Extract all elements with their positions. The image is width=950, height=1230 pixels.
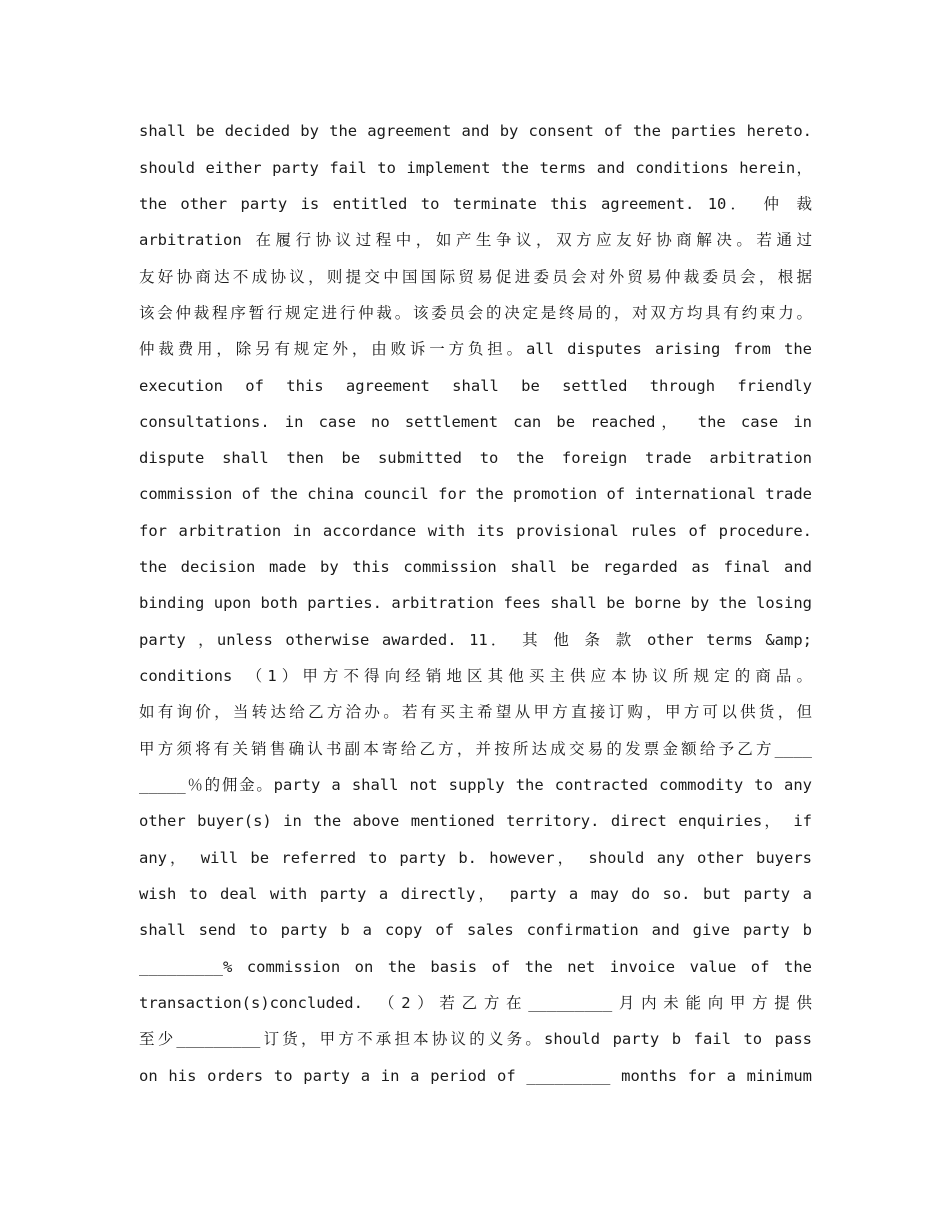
text-line: shall be decided by the agreement and by consent of the parties hereto. (139, 122, 812, 140)
text-line: wish to deal with party a directly， party a may do so. but party a (139, 885, 812, 903)
text-line: conditions （1）甲方不得向经销地区其他买主供应本协议所规定的商品。 (139, 667, 812, 685)
text-line: on his orders to party a in a period of _________ months for a minimum (139, 1067, 812, 1085)
text-line: for arbitration in accordance with its provisional rules of procedure. (139, 522, 812, 540)
text-line: 如有询价，当转达给乙方洽办。若有买主希望从甲方直接订购，甲方可以供货，但 (139, 703, 812, 721)
text-line: _____％的佣金。party a shall not supply the contracted commodity to any (139, 776, 812, 794)
text-line: the other party is entitled to terminate this agreement. 10． 仲 裁 (139, 195, 812, 213)
text-line: party ，unless otherwise awarded. 11． 其 他 条 款 other terms &amp; (139, 631, 812, 649)
text-line: 该会仲裁程序暂行规定进行仲裁。该委员会的决定是终局的，对双方均具有约束力。 (139, 304, 812, 322)
text-line: should either party fail to implement the terms and conditions herein， (139, 159, 812, 177)
text-line: consultations. in case no settlement can be reached， the case in (139, 413, 812, 431)
text-line: shall send to party b a copy of sales confirmation and give party b (139, 921, 812, 939)
text-line: _________% commission on the basis of the net invoice value of the (139, 958, 812, 976)
text-line: the decision made by this commission shall be regarded as final and (139, 558, 812, 576)
text-line: transaction(s)concluded. （2）若乙方在_________月内未能向甲方提供 (139, 994, 812, 1012)
text-line: commission of the china council for the promotion of international trade (139, 485, 812, 503)
text-line: 甲方须将有关销售确认书副本寄给乙方，并按所达成交易的发票金额给予乙方____ (139, 740, 812, 758)
text-line: any， will be referred to party b. however， should any other buyers (139, 849, 812, 867)
text-line: 仲裁费用，除另有规定外，由败诉一方负担。all disputes arising from the (139, 340, 812, 358)
text-line: execution of this agreement shall be settled through friendly (139, 377, 812, 395)
text-line: dispute shall then be submitted to the foreign trade arbitration (139, 449, 812, 467)
text-line: other buyer(s) in the above mentioned territory. direct enquiries， if (139, 812, 812, 830)
text-line: arbitration 在履行协议过程中，如产生争议，双方应友好协商解决。若通过 (139, 231, 812, 249)
text-line: 至少_________订货，甲方不承担本协议的义务。should party b fail to pass (139, 1030, 812, 1048)
text-line: 友好协商达不成协议，则提交中国国际贸易促进委员会对外贸易仲裁委员会，根据 (139, 268, 812, 286)
text-line: binding upon both parties. arbitration fees shall be borne by the losing (139, 594, 812, 612)
